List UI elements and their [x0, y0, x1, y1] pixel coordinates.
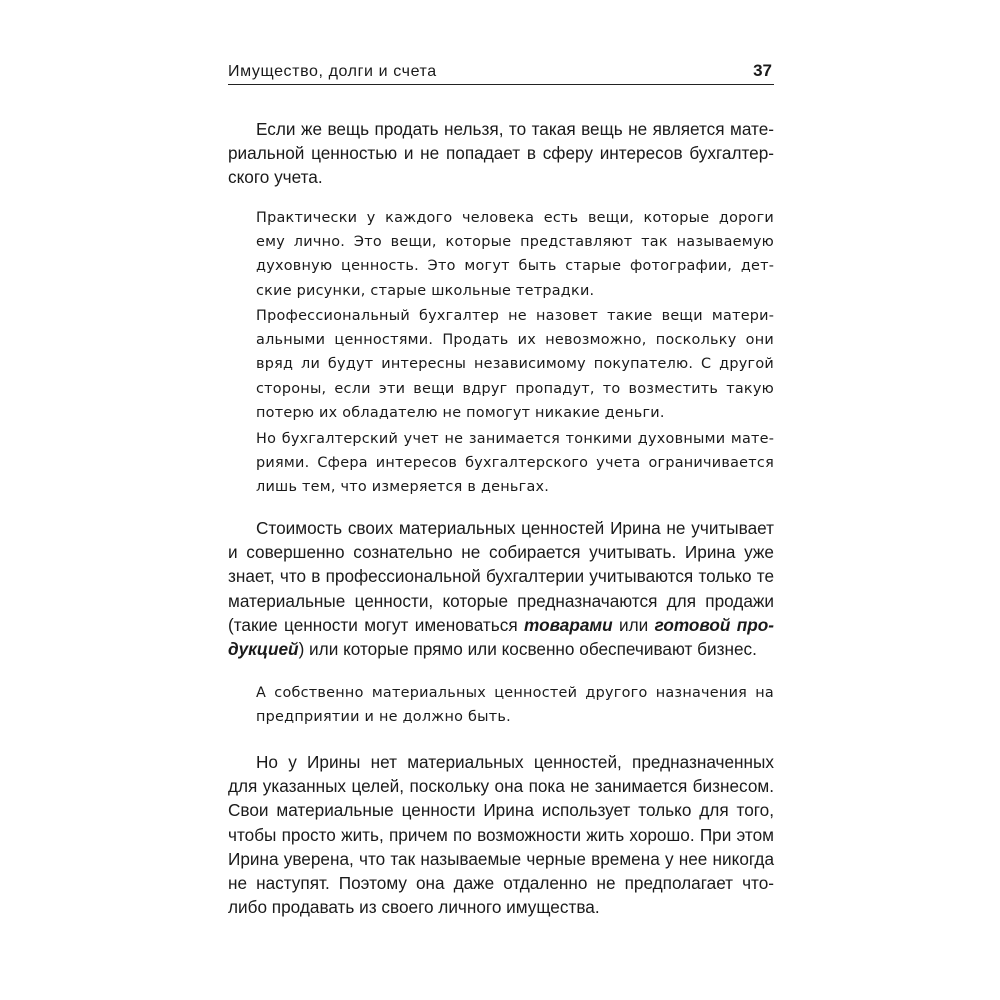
body-paragraph-2-text-a: Стоимость своих материальных ценностей Ирина не учитывает и совершенно сознательно не собирается учитывать. Ирина уже знает, что в профессиональной бухгалтерии учитываются только те материальные ценности, которые предназначаются для продажи (такие ценности могут именоваться — [228, 518, 774, 635]
body-paragraph-2-text-c: ) или которые прямо или косвенно обеспечивают бизнес. — [298, 639, 757, 660]
note-paragraph-2: Профессиональный бухгалтер не назовет такие вещи материальными ценностями. Продать их невозможно, поскольку они вряд ли будут интересны независимому покупателю. С другой стороны, если эти вещи вдруг пропадут, то возместить такую потерю их обладателю не помогут никакие деньги. — [256, 308, 774, 421]
page-header — [228, 62, 774, 85]
note-paragraph-4: А собственно материальных ценностей другого назначения на предприятии и не должно быть. — [256, 685, 774, 726]
body-paragraph-1: Если же вещь продать нельзя, то такая вещь не является материальной ценностью и не попадает в сферу интересов бухгалтерского учета. — [228, 119, 774, 188]
page-number: 37 — [753, 61, 772, 80]
body-paragraph-2 — [228, 516, 774, 661]
running-head: Имущество, долги и счета — [228, 63, 437, 80]
term-finished-products: готовой продукцией — [228, 614, 775, 660]
term-goods: товарами — [524, 614, 613, 635]
note-paragraph-1: Практически у каждого человека есть вещи, которые дороги ему лично. Это вещи, которые представляют так называемую духовную ценность. Это могут быть старые фотографии, детские рисунки, старые школьные тетрадки. — [256, 210, 774, 299]
note-paragraph-3: Но бухгалтерский учет не занимается тонкими духовными материями. Сфера интересов бухгалтерского учета ограничивается лишь тем, что измеряется в деньгах. — [256, 431, 774, 496]
body-paragraph-2-text-b: или — [612, 614, 655, 635]
body-paragraph-3: Но у Ирины нет материальных ценностей, предназначенных для указанных целей, поскольку она пока не занимается бизнесом. Свои материальные ценности Ирина использует только для того, чтобы просто жить, причем по возможности жить хорошо. При этом Ирина уверена, что так называемые черные времена у нее никогда не наступят. Поэтому она даже отдаленно не предполагает что-либо продавать из своего личного имущества. — [228, 752, 774, 918]
